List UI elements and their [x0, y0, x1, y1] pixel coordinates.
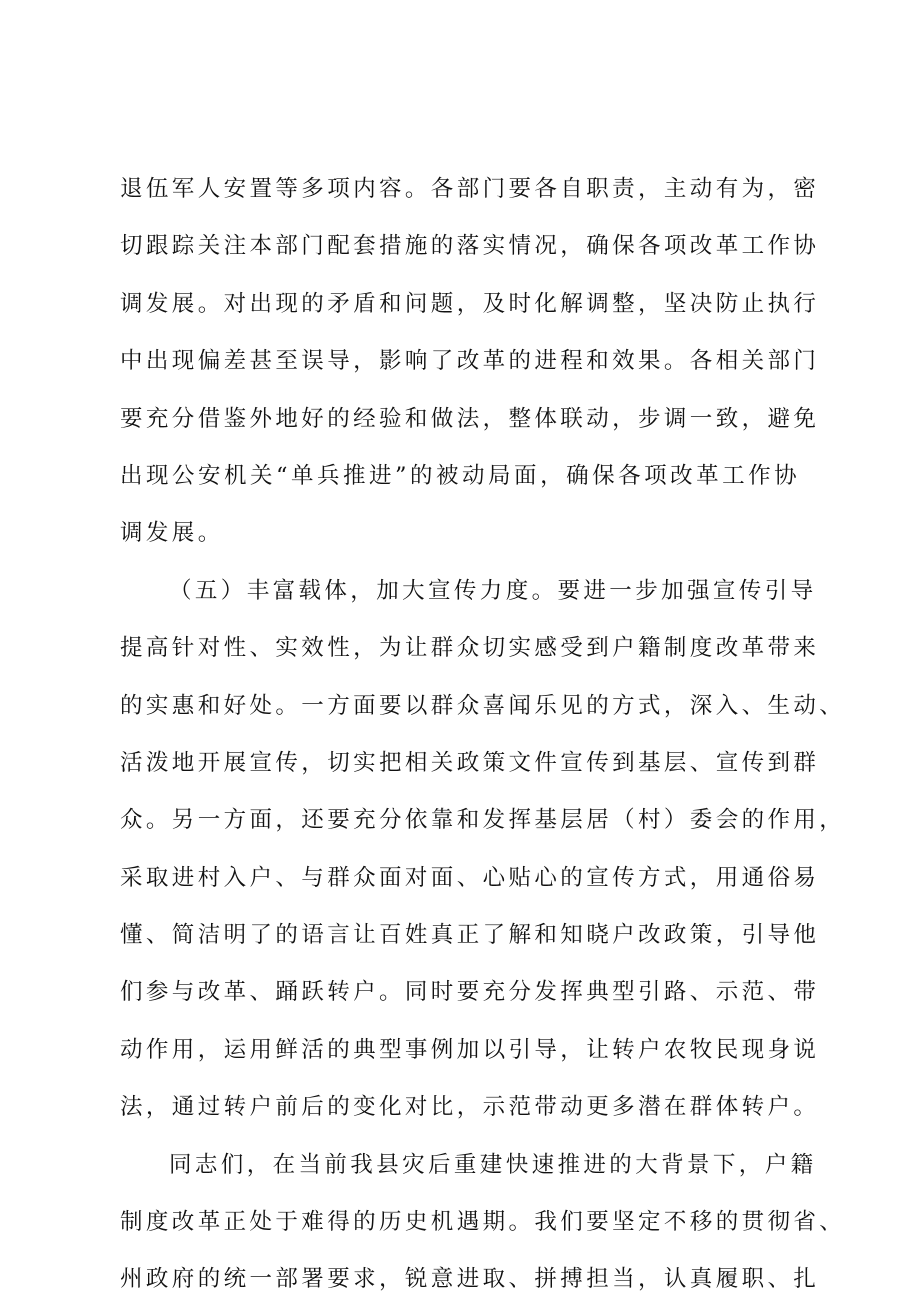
text-line: 法，通过转户前后的变化对比，示范带动更多潜在群体转户。 [120, 1094, 820, 1121]
body-text [120, 161, 846, 1309]
text-line: 提高针对性、实效性，为让群众切实感受到户籍制度改革带来 [120, 635, 820, 662]
text-line: 调发展。对出现的矛盾和问题，及时化解调整，坚决防止执行 [120, 290, 820, 317]
text-line: 动作用，运用鲜活的典型事例加以引导，让转户农牧民现身说 [120, 1036, 820, 1063]
text-line: 的实惠和好处。一方面要以群众喜闻乐见的方式，深入、生动、 [120, 692, 846, 719]
text-line: 同志们，在当前我县灾后重建快速推进的大背景下，户籍 [169, 1151, 817, 1178]
text-line: 调发展。 [120, 520, 224, 547]
text-line: 出现公安机关“单兵推进”的被动局面，确保各项改革工作协 [120, 462, 800, 489]
text-line: 众。另一方面，还要充分依靠和发挥基层居（村）委会的作用， [120, 807, 846, 834]
text-line: 懂、简洁明了的语言让百姓真正了解和知晓户改政策，引导他 [120, 922, 820, 949]
text-line: 采取进村入户、与群众面对面、心贴心的宣传方式，用通俗易 [120, 864, 820, 891]
text-line: 切跟踪关注本部门配套措施的落实情况，确保各项改革工作协 [120, 233, 820, 260]
text-line: 中出现偏差甚至误导，影响了改革的进程和效果。各相关部门 [120, 348, 820, 375]
text-line: 们参与改革、踊跃转户。同时要充分发挥典型引路、示范、带 [120, 979, 820, 1006]
text-line: 活泼地开展宣传，切实把相关政策文件宣传到基层、宣传到群 [120, 749, 820, 776]
text-line: （五）丰富载体，加大宣传力度。要进一步加强宣传引导 [169, 577, 817, 604]
text-line: 退伍军人安置等多项内容。各部门要各自职责，主动有为，密 [120, 176, 820, 202]
text-line: 制度改革正处于难得的历史机遇期。我们要坚定不移的贯彻省、 [120, 1209, 846, 1236]
text-line: 州政府的统一部署要求，锐意进取、拼搏担当，认真履职、扎 [120, 1266, 820, 1293]
text-line: 要充分借鉴外地好的经验和做法，整体联动，步调一致，避免 [120, 405, 820, 432]
